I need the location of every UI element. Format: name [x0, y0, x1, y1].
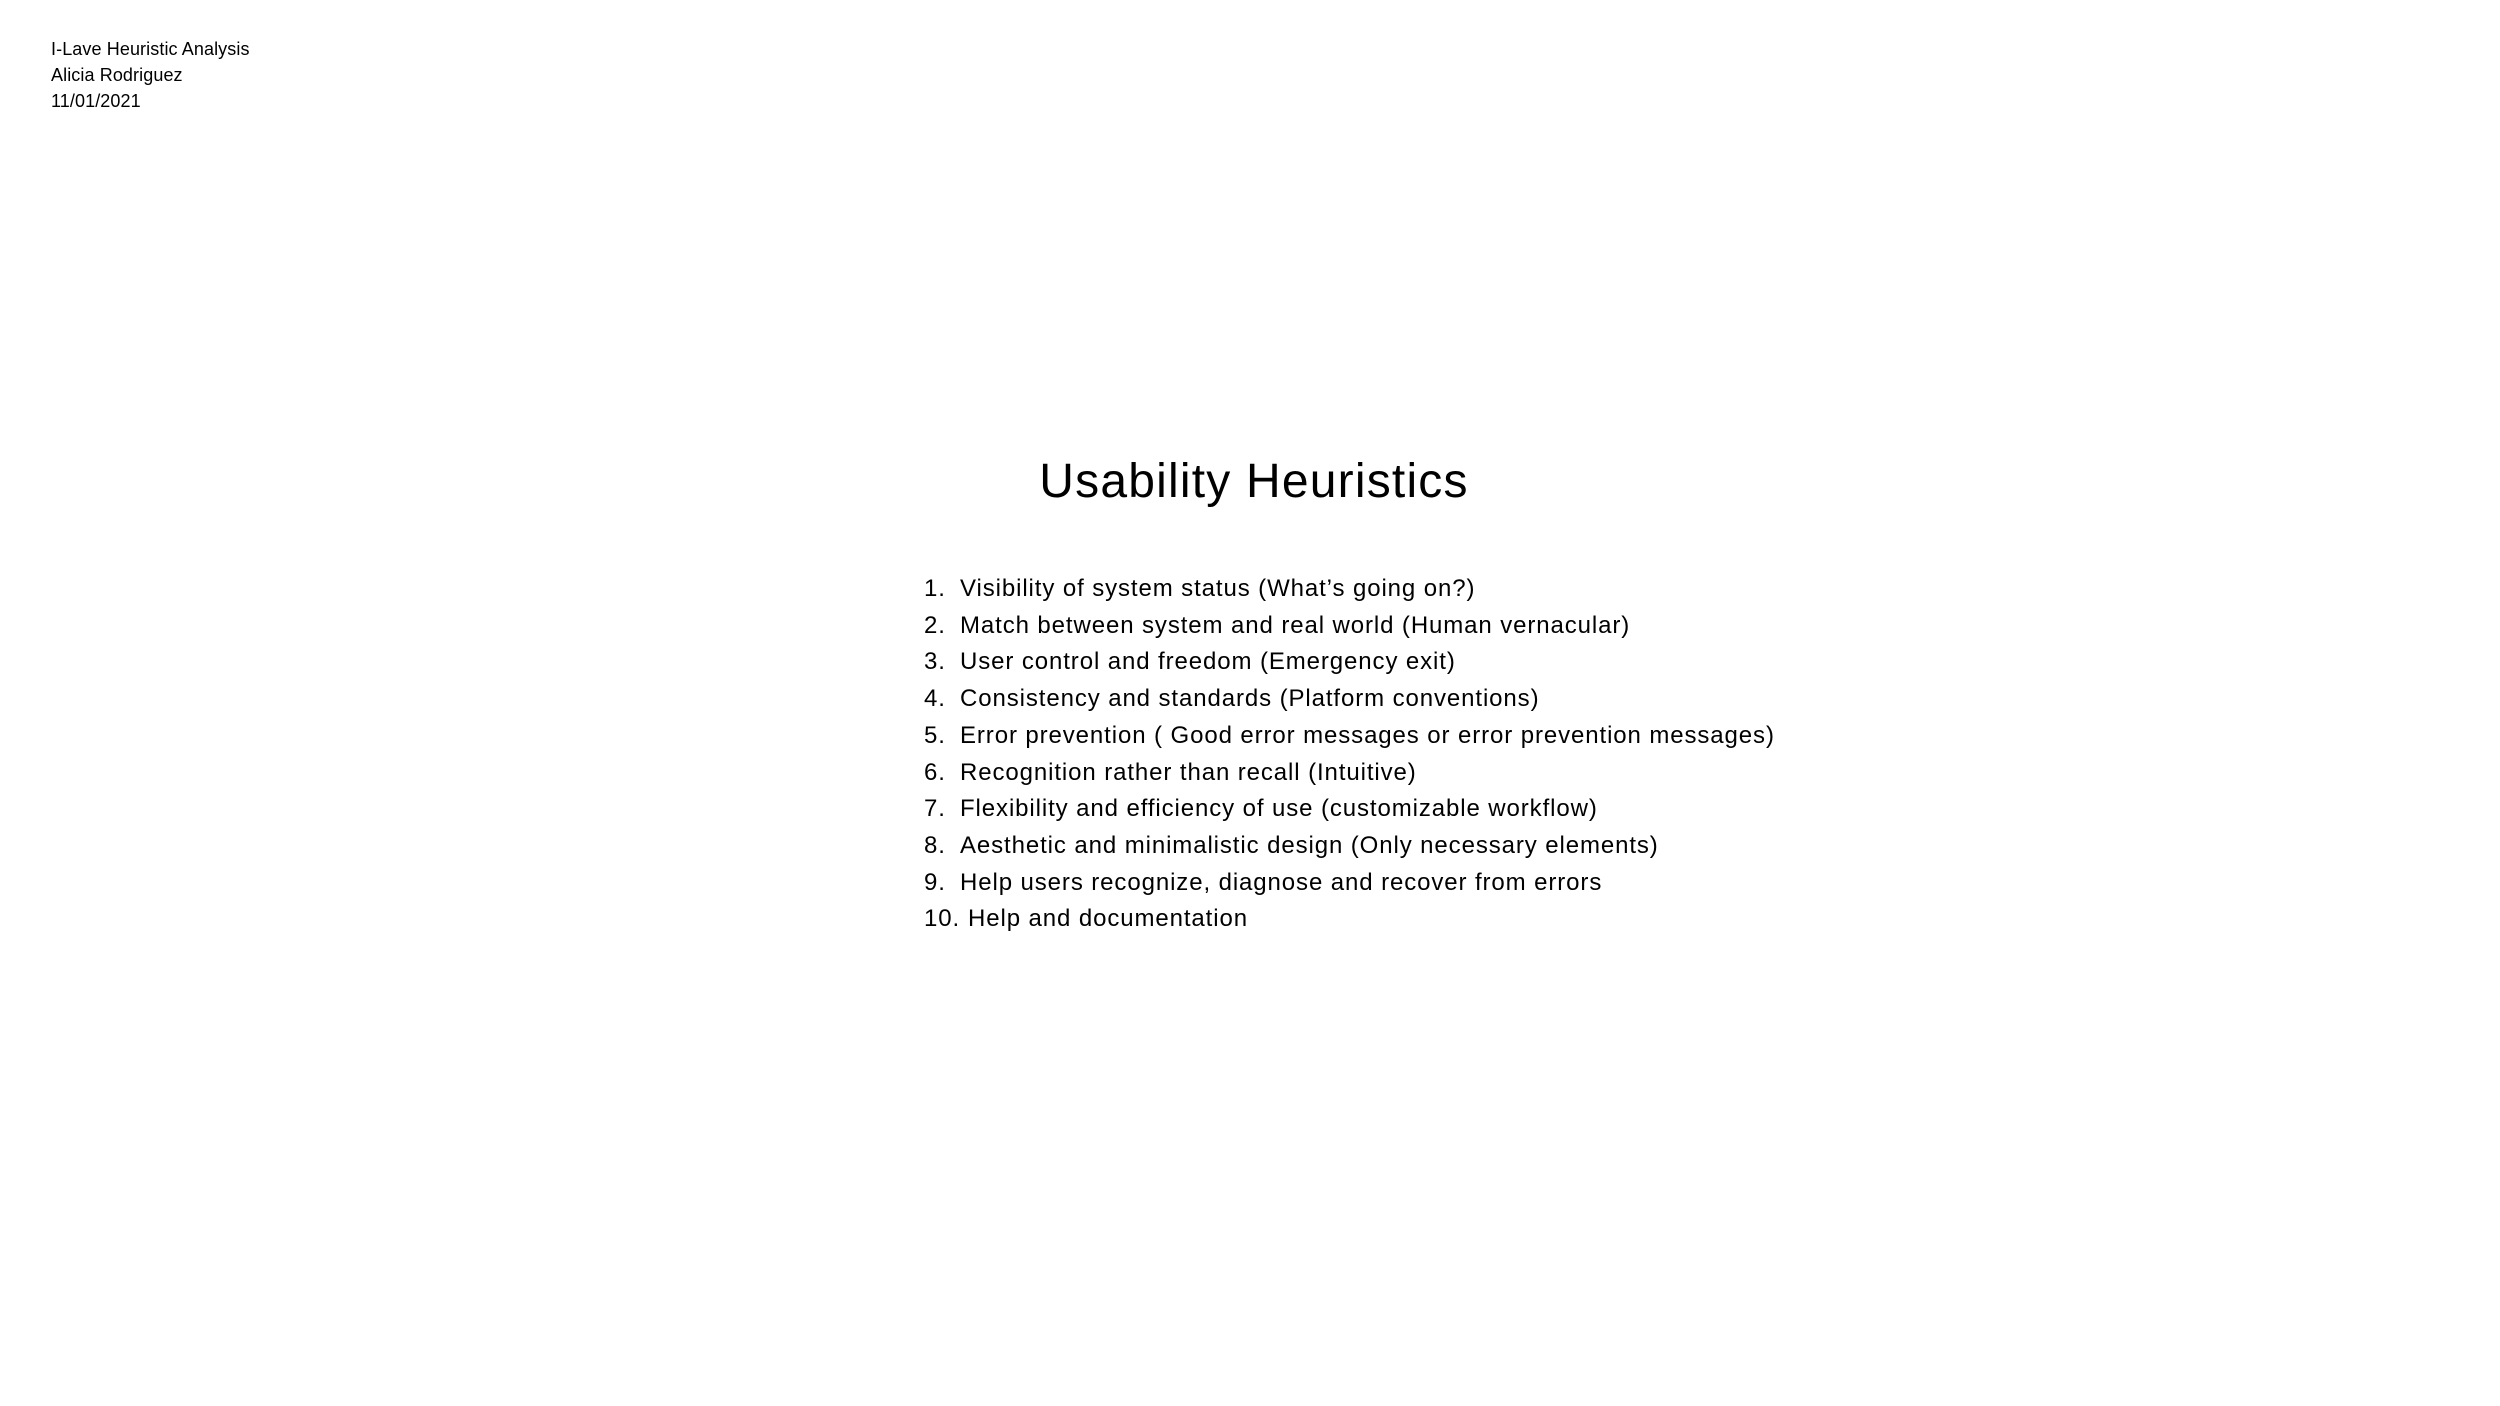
list-item [924, 865, 1775, 902]
page-title: Usability Heuristics [1039, 455, 1469, 508]
list-item-number: 9. [924, 868, 946, 896]
list-item-number: 7. [924, 795, 946, 823]
list-item [924, 608, 1775, 645]
list-item-text: Recognition rather than recall (Intuitive) [960, 758, 1417, 786]
list-item-text: Aesthetic and minimalistic design (Only necessary elements) [960, 831, 1659, 859]
list-item-number: 5. [924, 721, 946, 749]
list-item [924, 901, 1775, 938]
list-item [924, 791, 1775, 828]
list-item-text: Help and documentation [968, 905, 1248, 933]
author-name: Alicia Rodriguez [51, 65, 183, 85]
list-item [924, 681, 1775, 718]
document-date: 11/01/2021 [51, 91, 141, 111]
list-item-number: 10. [924, 905, 961, 933]
list-item-number: 6. [924, 758, 946, 786]
list-item-text: User control and freedom (Emergency exit) [960, 648, 1456, 676]
list-item-text: Visibility of system status (What’s going on?) [960, 575, 1476, 602]
list-item [924, 571, 1775, 608]
list-item-text: Match between system and real world (Human vernacular) [960, 611, 1631, 639]
heuristics-list [924, 571, 1775, 938]
list-item [924, 828, 1775, 865]
list-item-text: Flexibility and efficiency of use (customizable workflow) [960, 795, 1598, 823]
project-title: I-Lave Heuristic Analysis [51, 39, 250, 59]
list-item-text: Help users recognize, diagnose and recover from errors [960, 868, 1603, 896]
list-item-number: 4. [924, 685, 946, 713]
list-item-number: 2. [924, 611, 946, 639]
list-item-number: 3. [924, 648, 946, 676]
list-item-text: Error prevention ( Good error messages or error prevention messages) [960, 721, 1775, 749]
list-item-number: 1. [924, 575, 946, 602]
list-item-text: Consistency and standards (Platform conventions) [960, 685, 1540, 713]
list-item-number: 8. [924, 831, 946, 859]
list-item [924, 755, 1775, 792]
list-item [924, 644, 1775, 681]
document-header [51, 36, 250, 114]
list-item [924, 718, 1775, 755]
